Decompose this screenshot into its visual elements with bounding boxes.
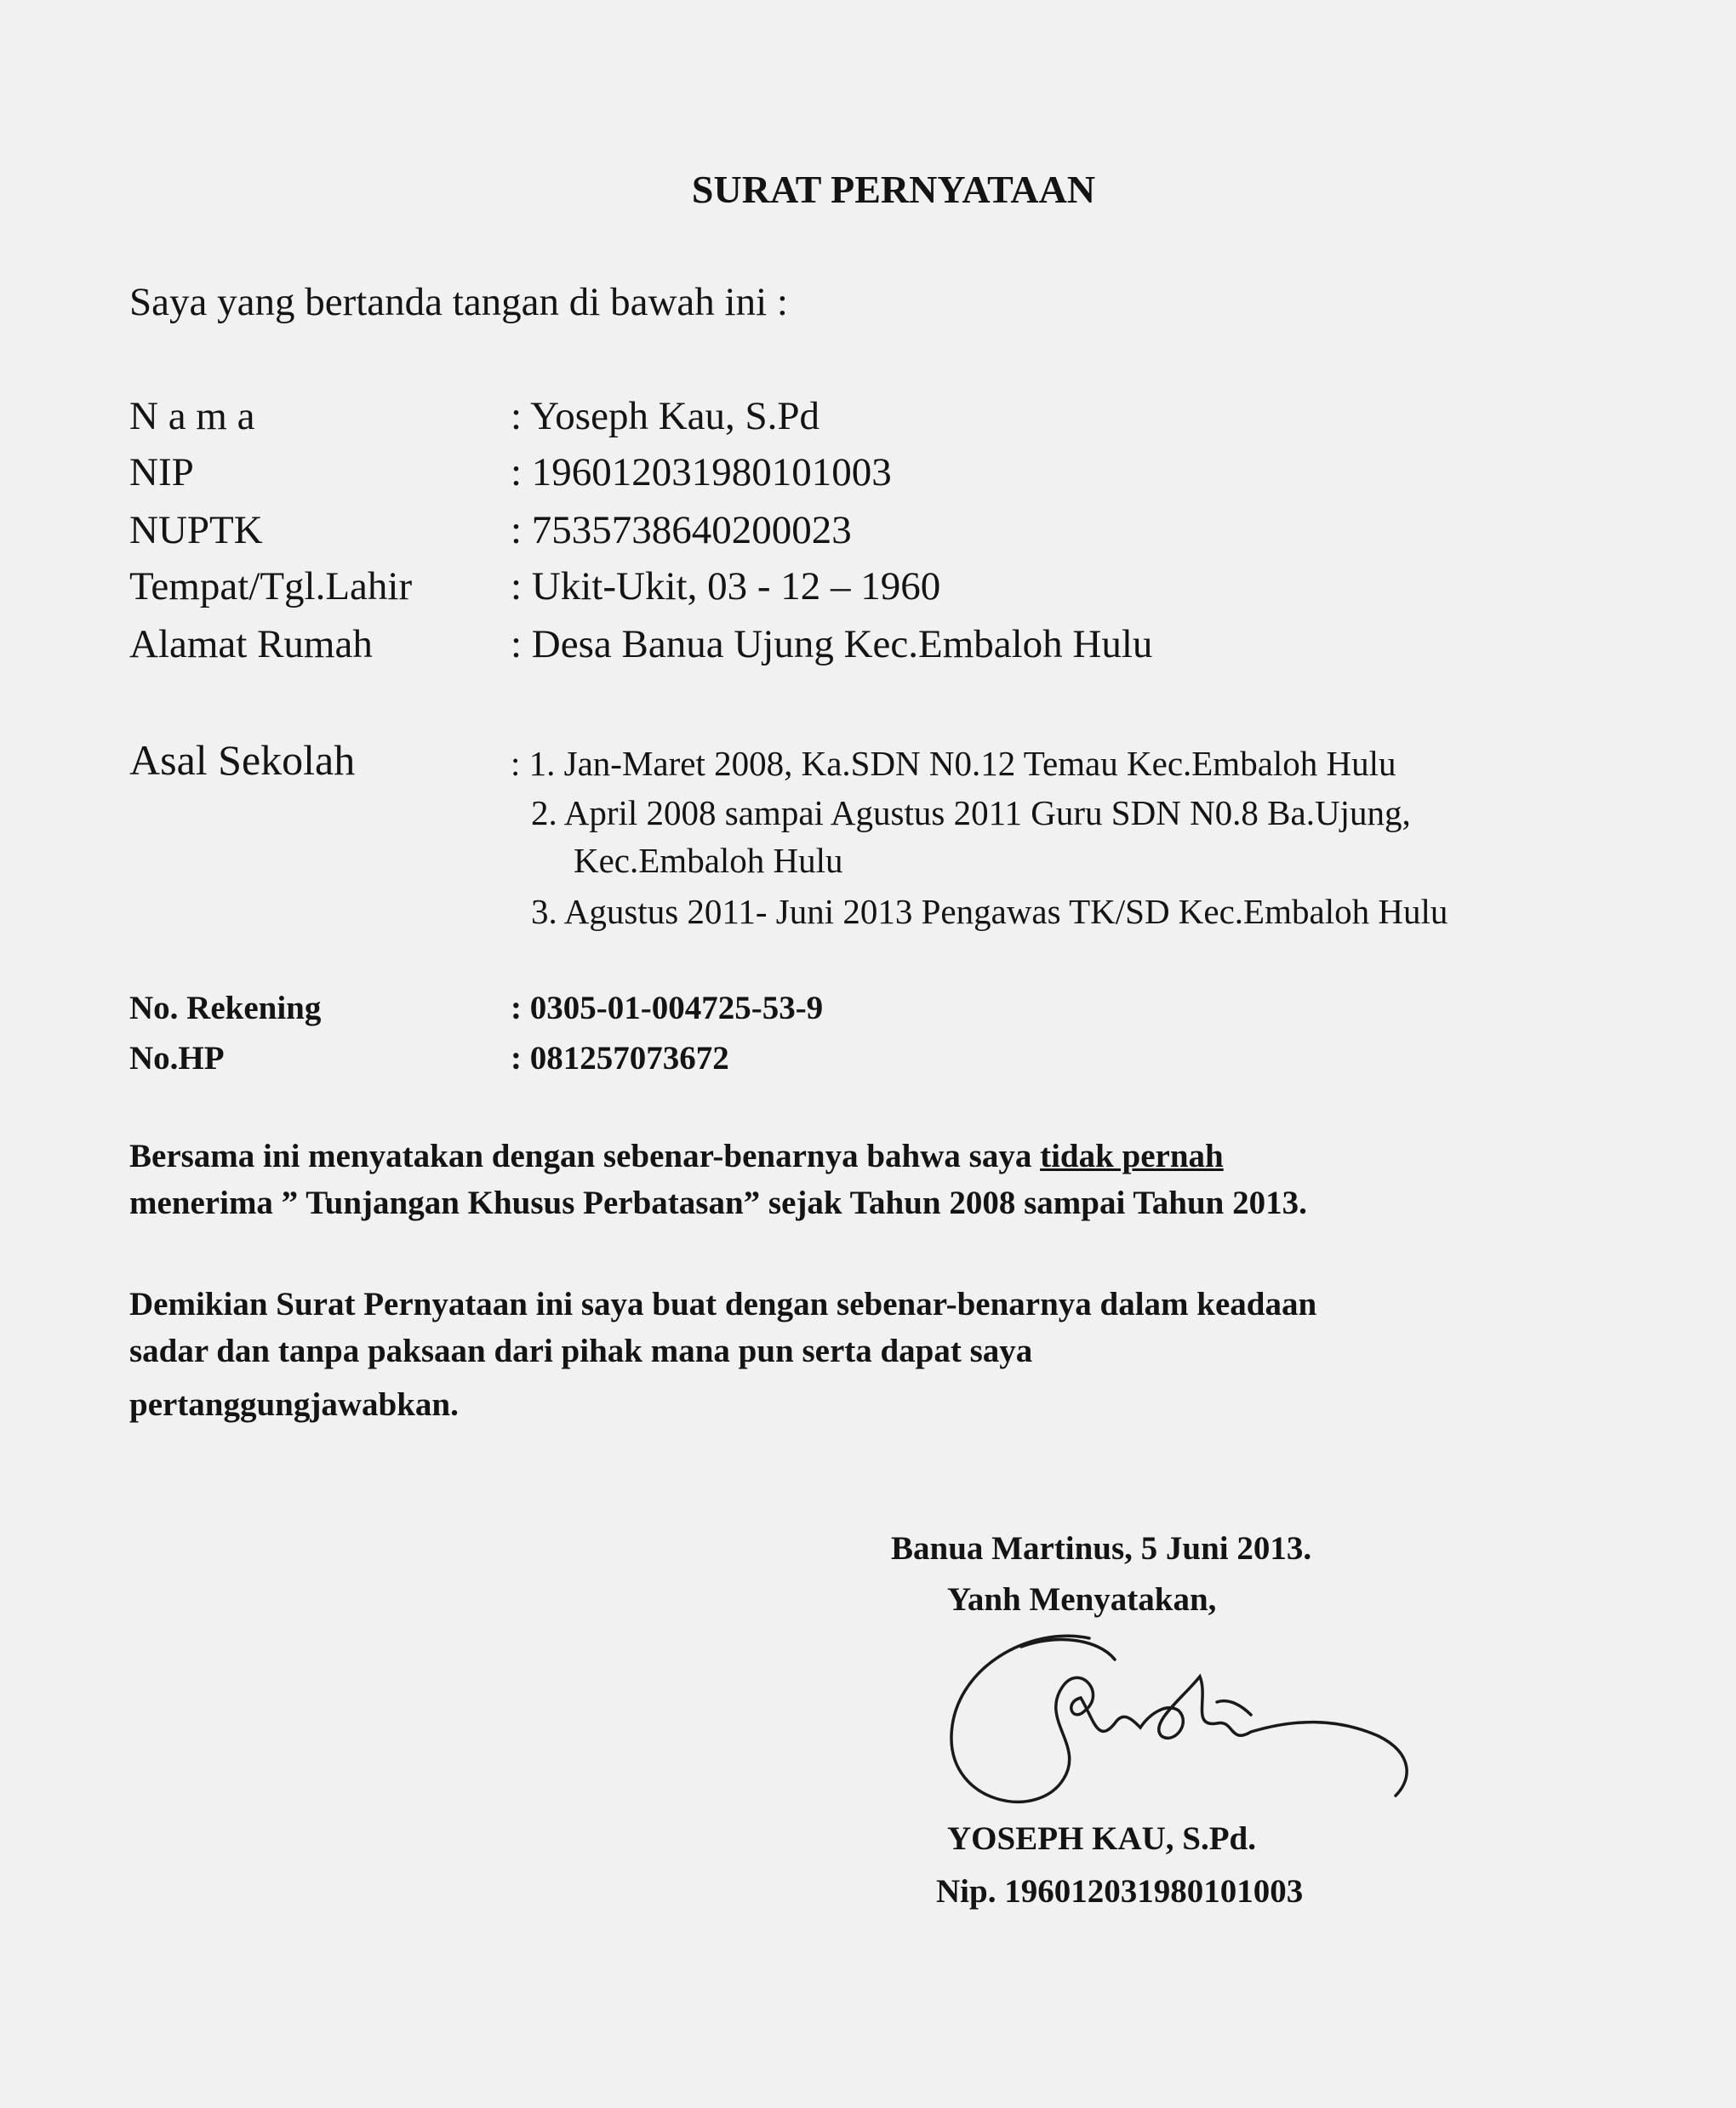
label-nip: NIP xyxy=(129,450,194,494)
value-address: : Desa Banua Ujung Kec.Embaloh Hulu xyxy=(511,622,1153,666)
closing-line-2: sadar dan tanpa paksaan dari pihak mana pun serta dapat saya xyxy=(129,1333,1033,1369)
value-name: : Yoseph Kau, S.Pd xyxy=(511,394,820,438)
value-birth: : Ukit-Ukit, 03 - 12 – 1960 xyxy=(511,564,941,608)
signature-image xyxy=(936,1617,1447,1838)
label-name: N a m a xyxy=(129,394,255,438)
closing-line-3: pertanggungjawabkan. xyxy=(129,1386,459,1423)
label-school: Asal Sekolah xyxy=(129,736,356,784)
statement-emphasis: tidak pernah xyxy=(1040,1138,1224,1174)
school-item-3: 3. Agustus 2011- Juni 2013 Pengawas TK/SD Kec.Embaloh Hulu xyxy=(531,892,1448,931)
label-birth: Tempat/Tgl.Lahir xyxy=(129,564,413,608)
label-phone: No.HP xyxy=(129,1040,225,1077)
closing-line-1: Demikian Surat Pernyataan ini saya buat dengan sebenar-benarnya dalam keadaan xyxy=(129,1286,1317,1322)
declarant-label: Yanh Menyatakan, xyxy=(947,1581,1217,1618)
school-item-1: : 1. Jan-Maret 2008, Ka.SDN N0.12 Temau Kec.Embaloh Hulu xyxy=(511,744,1396,783)
value-bank-account: : 0305-01-004725-53-9 xyxy=(511,990,824,1026)
value-nuptk: : 7535738640200023 xyxy=(511,508,852,552)
label-address: Alamat Rumah xyxy=(129,622,373,666)
school-item-2-cont: Kec.Embaloh Hulu xyxy=(574,841,843,880)
place-date: Banua Martinus, 5 Juni 2013. xyxy=(891,1530,1312,1567)
statement-line-2: menerima ” Tunjangan Khusus Perbatasan” sejak Tahun 2008 sampai Tahun 2013. xyxy=(129,1185,1307,1221)
statement-text: Bersama ini menyatakan dengan sebenar-benarnya bahwa saya xyxy=(129,1138,1041,1174)
value-nip: : 196012031980101003 xyxy=(511,450,892,494)
school-item-2: 2. April 2008 sampai Agustus 2011 Guru SDN N0.8 Ba.Ujung, xyxy=(531,793,1411,832)
label-bank-account: No. Rekening xyxy=(129,990,322,1026)
document-title: SURAT PERNYATAAN xyxy=(691,168,1096,211)
statement-line-1 xyxy=(129,1140,1224,1173)
signatory-nip: Nip. 196012031980101003 xyxy=(936,1873,1304,1910)
signatory-name: YOSEPH KAU, S.Pd. xyxy=(947,1820,1256,1857)
intro-text: Saya yang bertanda tangan di bawah ini : xyxy=(129,280,788,324)
label-nuptk: NUPTK xyxy=(129,508,263,552)
value-phone: : 081257073672 xyxy=(511,1040,729,1077)
